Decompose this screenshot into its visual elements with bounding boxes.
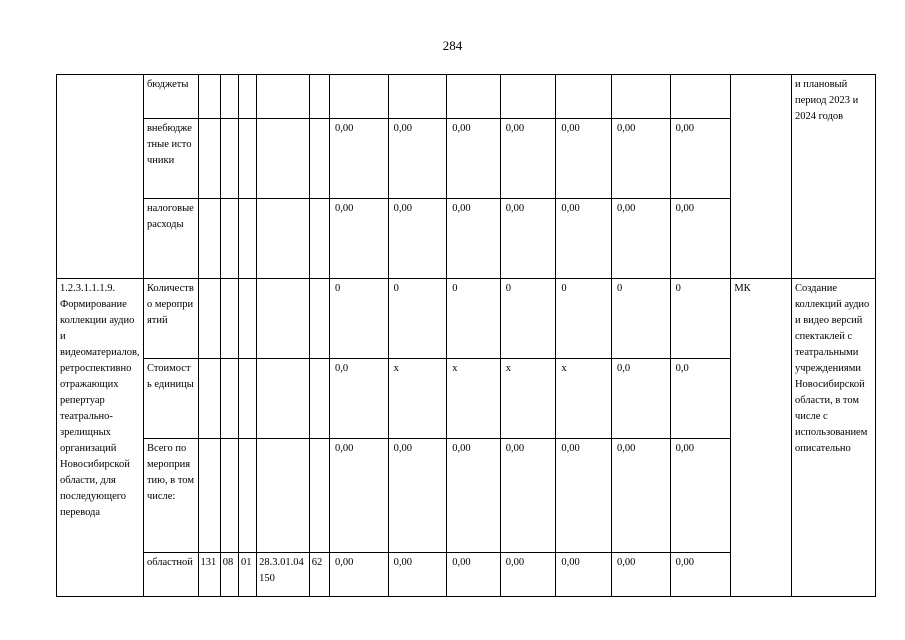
executor: МК (731, 279, 792, 597)
funding-source: бюджеты (143, 75, 198, 119)
table-row: областной 131 08 01 28.3.01.04150 62 0,00 0,00 0,00 0,00 0,00 0,00 0,00 (57, 553, 876, 597)
table-row: 1.2.3.1.1.1.9. Формирование коллекции аудио и видеоматериалов, ретроспективно отражающих репертуар театрально-зрелищных организаций Новосибирской области, для последующего перевода Количество мероприятий 0 0 0 0 0 0 0 МК Создание коллекций аудио и видео версий спектаклей с театральными учреждениями Новосибирской области, в том числе с использованием описательно (57, 279, 876, 359)
budget-code: 28.3.01.04150 (257, 553, 310, 597)
funding-source: внебюджетные источники (143, 119, 198, 199)
table-row: налоговые расходы 0,00 0,00 0,00 0,00 0,00 0,00 0,00 (57, 199, 876, 279)
budget-code: 01 (238, 553, 256, 597)
expected-result: и плановый период 2023 и 2024 годов (791, 75, 875, 279)
page-number: 284 (442, 38, 463, 53)
activity-name: 1.2.3.1.1.1.9. Формирование коллекции аудио и видеоматериалов, ретроспективно отражающих репертуар театрально-зрелищных организаций Новосибирской области, для последующего перевода (57, 279, 144, 597)
budget-code: 131 (198, 553, 220, 597)
indicator-label: Количество мероприятий (143, 279, 198, 359)
table-row: внебюджетные источники 0,00 0,00 0,00 0,00 0,00 0,00 0,00 (57, 119, 876, 199)
budget-code: 62 (309, 553, 329, 597)
indicator-label: Стоимость единицы (143, 359, 198, 439)
budget-code: 08 (220, 553, 238, 597)
activity-name-cell (57, 75, 144, 279)
program-activities-table (56, 74, 876, 597)
table-row: Стоимость единицы 0,0 x x x x 0,0 0,0 (57, 359, 876, 439)
indicator-label: Всего по мероприятию, в том числе: (143, 439, 198, 553)
table-row (57, 75, 876, 119)
table-row: Всего по мероприятию, в том числе: 0,00 0,00 0,00 0,00 0,00 0,00 0,00 (57, 439, 876, 553)
funding-source: налоговые расходы (143, 199, 198, 279)
indicator-label: областной (143, 553, 198, 597)
expected-result: Создание коллекций аудио и видео версий спектаклей с театральными учреждениями Новосибирской области, в том числе с использованием описательно (791, 279, 875, 597)
executor-cell (731, 75, 792, 279)
